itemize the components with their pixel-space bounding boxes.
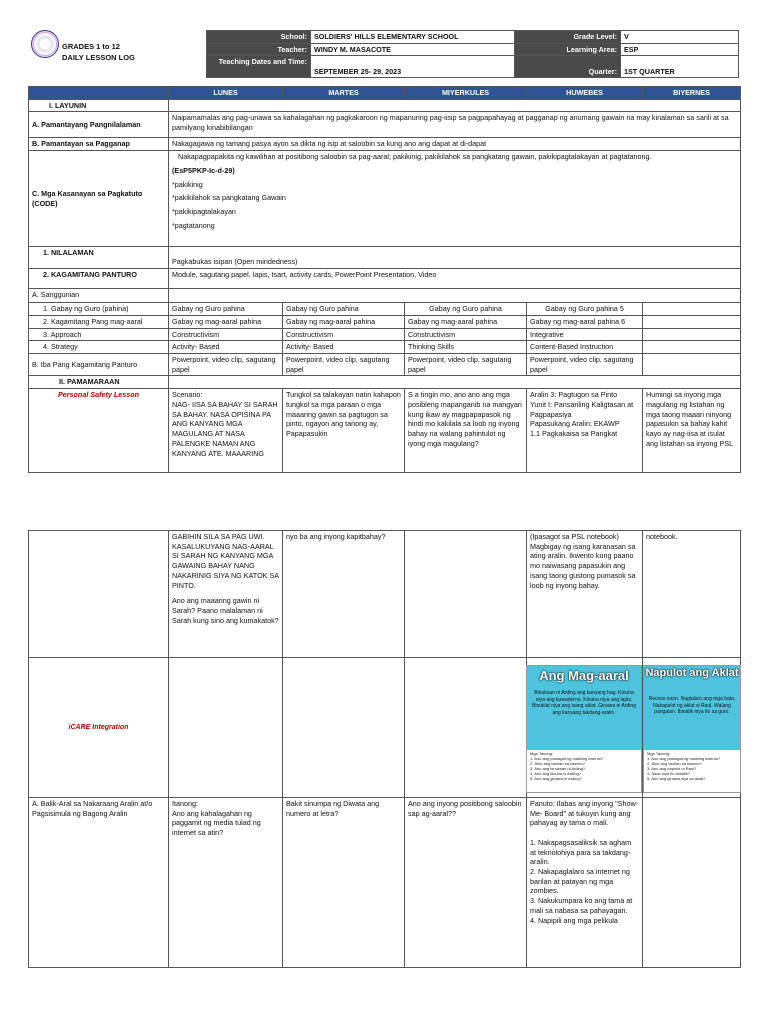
image-question: 4. Saan niya ito ibinalik? [647, 771, 691, 776]
balik-cell: Bakit sinumpa ng Diwata ang numero at letra? [283, 798, 405, 968]
nilalaman-label: 1. NILALAMAN [29, 247, 169, 269]
icare-cell [405, 658, 527, 798]
kasanayan-item: *pagtatanong [172, 220, 215, 230]
day-header: MIYERKULES [405, 87, 527, 100]
lesson-table-page1 [28, 86, 741, 473]
approach-cell: Constructivism [405, 328, 527, 341]
approach-cell: Constructivism [169, 328, 283, 341]
psl-cell: Aralin 3: Pagtugon sa Pinto Yunit I: Pansariling Kaligtasan at Pagpapasiya Papasukang Aralin: EKAWP 1.1 Pagkakaisa sa Pangkat [527, 389, 643, 473]
psl-cell: Scenario: NAG- IISA SA BAHAY SI SARAH SA BAHAY. NASA OPISINA PA ANG KANYANG MGA MAGULANG AT NASA PALENGKE NAMAN ANG KANYANG ATE. MAAARING [169, 389, 283, 473]
kagamitan-text: Module, sagutang papel, lapis, tsart, activity cards, PowerPoint Presentation, Video [169, 269, 741, 289]
image-question: 2. Sino ang tauhan sa kwento? [647, 761, 702, 766]
gabay-cell: Gabay ng Guro pahina [169, 303, 283, 316]
nilalaman-text: Pagkabukas isipan (Open mindedness) [169, 247, 741, 269]
pagganap-label: B. Pamantayan sa Pagganap [29, 138, 169, 151]
kasanayan-label: C. Mga Kasanayan sa Pagkatuto (CODE) [29, 151, 169, 247]
log-title-line1: GRADES 1 to 12 [62, 42, 120, 51]
image-questions-head: Mga Tanong: [530, 751, 554, 756]
layunin-heading: I. LAYUNIN [29, 99, 169, 112]
area-value: ESP [621, 43, 739, 56]
iba-cell: Powerpoint, video clip, sagutang papel [527, 354, 643, 376]
psl-cell: S a tingin mo, ano ano ang mga posibleng mapanganib na mangyari kung ikaw ay magpapapasok ng hindi mo kakilala sa loob ng inyong bahay na walang pahintulot ng iyong mga magulang? [405, 389, 527, 473]
cont-question: Ano ang maaaring gawin ni Sarah? Paano malalaman ni Sarah kung sino ang kumakatok? [172, 596, 279, 625]
teacher-label: Teacher: [207, 43, 311, 56]
mag-aaral-cell [643, 315, 741, 328]
icare-cell [169, 658, 283, 798]
approach-cell: Integrative [527, 328, 643, 341]
kasanayan-item: *pakikinig [172, 179, 203, 189]
kasanayan-code: (EsP5PKP-Ic-d-29) [172, 165, 235, 175]
mag-aaral-cell: Gabay ng mag-aaral pahina [405, 315, 527, 328]
kasanayan-cell [169, 151, 741, 247]
mag-aaral-cell: Gabay ng mag-aaral pahina [169, 315, 283, 328]
reading-image-ang-mag-aaral [526, 665, 642, 793]
image-title: Napulot ang Aklat [645, 667, 739, 679]
balik-cell: Itanong: Ano ang kahalagahan ng paggamit ng media tulad ng internet sa atin? [169, 798, 283, 968]
mag-aaral-cell: Gabay ng mag-aaral pahina [283, 315, 405, 328]
day-header: LUNES [169, 87, 283, 100]
image-question: 1. Ano ang pamagat ng maikling kwento? [530, 756, 604, 761]
image-questions-head: Mga Tanong: [647, 751, 671, 756]
psl-label: Personal Safety Lesson [29, 389, 169, 473]
iba-cell [643, 354, 741, 376]
log-title [62, 42, 135, 63]
strategy-cell: Content-Based Instruction [527, 341, 643, 354]
image-question: 2. Sino ang tauhan sa kwento? [530, 761, 585, 766]
approach-cell [643, 328, 741, 341]
kasanayan-item: *pakikilahok sa pangkatang Gawain [172, 193, 286, 203]
cont-text: GABIHIN SILA SA PAG UWI. KASALUKUYANG NAG-AARAL SI SARAH NG KANYANG MGA GAWAING BAHAY NANG NAKARINIG SIYA NG KATOK SA PINTO. [172, 532, 279, 590]
dates-label: Teaching Dates and Time: [207, 56, 311, 78]
pangnilalaman-text: Naipamamalas ang pag-unawa sa kahalagahan ng pagkakaroon ng mapanuring pag-iisip sa pagpapahayag at pagganap ng anumang gawain na may kinalaman sa sarili at sa pamilyang kinabibilangan [169, 112, 741, 138]
deped-seal-logo [31, 30, 59, 58]
kasanayan-intro: Nakapagpapakita ng kawilihan at positibong saloobin sa pag-aaral; pakikinig, pakikilahok sa pangkatang gawain, pakikipagtalakayan at pagtatanong. [178, 152, 652, 162]
iba-cell: Powerpoint, video clip, sagutang papel [283, 354, 405, 376]
iba-cell: Powerpoint, video clip, sagutang papel [405, 354, 527, 376]
strategy-cell: Activity- Based [169, 341, 283, 354]
approach-label: 3. Approach [29, 328, 169, 341]
reading-image-napulot-ang-aklat [643, 665, 741, 793]
gabay-label: 1. Gabay ng Guro (pahina) [29, 303, 169, 316]
cont-cell [405, 531, 527, 658]
grade-value: V [621, 31, 739, 44]
psl-cell: Humingi sa inyong mga magulang ng listahan ng mga taong maaari ninyong papasukin sa bahay kahit kayo ay nag-iisa at isulat ang listahan sa inyong PSL [643, 389, 741, 473]
gabay-cell: Gabay ng Guro pahina 5 [527, 303, 643, 316]
strategy-cell: Activity- Based [283, 341, 405, 354]
pamamaraan-cell [169, 376, 741, 389]
cont-label [29, 531, 169, 658]
sanggunian-label: A. Sanggunian [29, 289, 169, 303]
cont-cell: notebook. [643, 531, 741, 658]
gabay-cell [643, 303, 741, 316]
kagamitan-label: 2. KAGAMITANG PANTURO [29, 269, 169, 289]
day-header: MARTES [283, 87, 405, 100]
balik-cell [643, 798, 741, 968]
area-label: Learning Area: [515, 43, 621, 56]
gabay-cell: Gabay ng Guro pahina [283, 303, 405, 316]
pagganap-text: Nakagagawa ng tamang pasya ayon sa dikta ng isip at saloobin sa kung ano ang dapat at di-dapat [169, 138, 741, 151]
sanggunian-cell [169, 289, 741, 303]
dates-value: SEPTEMBER 25- 29, 2023 [311, 56, 515, 78]
quarter-value: 1ST QUARTER [621, 56, 739, 78]
image-question: 5. Ano ang ginawa ni Arding? [530, 776, 582, 781]
strategy-label: 4. Strategy [29, 341, 169, 354]
cont-cell [169, 531, 283, 658]
cont-cell: nyo ba ang inyong kapitbahay? [283, 531, 405, 658]
iba-cell: Powerpoint, video clip, sagutang papel [169, 354, 283, 376]
quarter-label: Quarter: [515, 56, 621, 78]
image-story: Binuksan ni Arding ang kanyang bag. Kinuha niya ang kuwaderno. Kinuha niya ang lapis. Binuklat niya ang isang aklat. Ginawa ni Arding ang kanyang takdang-aralin. [532, 690, 636, 716]
image-question: 4. Ano ang kinuha ni Arding? [530, 771, 581, 776]
image-question: 3. Ano ang binuksan ni Arding? [530, 766, 586, 771]
balik-label: A. Balik-Aral sa Nakaraang Aralin at/o Pagsisimula ng Bagong Aralin [29, 798, 169, 968]
image-story: Recess noon. Naglalaro ang mga bata. Nakapulot ng aklat si Raul. Walang pangalan. Ibinalik niya ito sa guro. [648, 696, 736, 715]
cont-cell: (Ipasagot sa PSL notebook) Magbigay ng isang karanasan sa ating aralin. Ikwento kung paano mo naiwasang papasukin ang isang taong gustong pumasok sa loob ng inyong bahay. [527, 531, 643, 658]
balik-cell: Ano ang inyong positibong saloobin sap ag-aaral?? [405, 798, 527, 968]
teacher-value: WINDY M. MASACOTE [311, 43, 515, 56]
psl-cell: Tungkol sa talakayan natin kahapon tungkol sa mga paraan o mga maaaring gawin sa pagtugon sa pinto, ngayon ang tanong ay, Papapasukin [283, 389, 405, 473]
image-question: 5. Ano ang ginawa niya sa aklat? [647, 776, 706, 781]
image-title: Ang Mag-aaral [539, 668, 629, 683]
layunin-cell [169, 99, 741, 112]
mag-aaral-cell: Gabay ng mag-aaral pahina 6 [527, 315, 643, 328]
balik-cell: Panuto: Ilabas ang inyong "Show- Me- Board" at tukuyin kung ang pahayag ay tama o mali. 1. Nakapagsasaliksik sa agham at teknolohiya para sa takdang-aralin. 2. Nakapaglalaro sa internet ng barilan at patayan ng mga zombies. 3. Nakukumpara ko ang tama at mali sa nabasa sa pahayagan. 4. Napipili ang mga pelikula [527, 798, 643, 968]
corner-cell [29, 87, 169, 100]
image-question: 1. Ano ang pamagat ng maikling kwento? [647, 756, 721, 761]
strategy-cell [643, 341, 741, 354]
image-question: 3. Ano ang napulot ni Raul? [647, 766, 697, 771]
school-label: School: [207, 31, 311, 44]
icare-cell [283, 658, 405, 798]
pangnilalaman-label: A. Pamantayang Pangnilalaman [29, 112, 169, 138]
grade-label: Grade Level: [515, 31, 621, 44]
iba-label: B. Iba Pang Kagamitang Panturo [29, 354, 169, 376]
pamamaraan-heading: II. PAMAMARAAN [29, 376, 169, 389]
strategy-cell: Thinking Skills [405, 341, 527, 354]
day-header: BIYERNES [643, 87, 741, 100]
log-title-line2: DAILY LESSON LOG [62, 52, 135, 62]
icare-label: iCARE Integration [29, 658, 169, 798]
gabay-cell: Gabay ng Guro pahina [405, 303, 527, 316]
approach-cell: Constructivism [283, 328, 405, 341]
header-table [206, 30, 739, 78]
mag-aaral-label: 2. Kagamitang Pang mag-aaral [29, 315, 169, 328]
kasanayan-item: *pakikipagtalakayan [172, 207, 236, 217]
school-value: SOLDIERS' HILLS ELEMENTARY SCHOOL [311, 31, 515, 44]
day-header: HUWEBES [527, 87, 643, 100]
